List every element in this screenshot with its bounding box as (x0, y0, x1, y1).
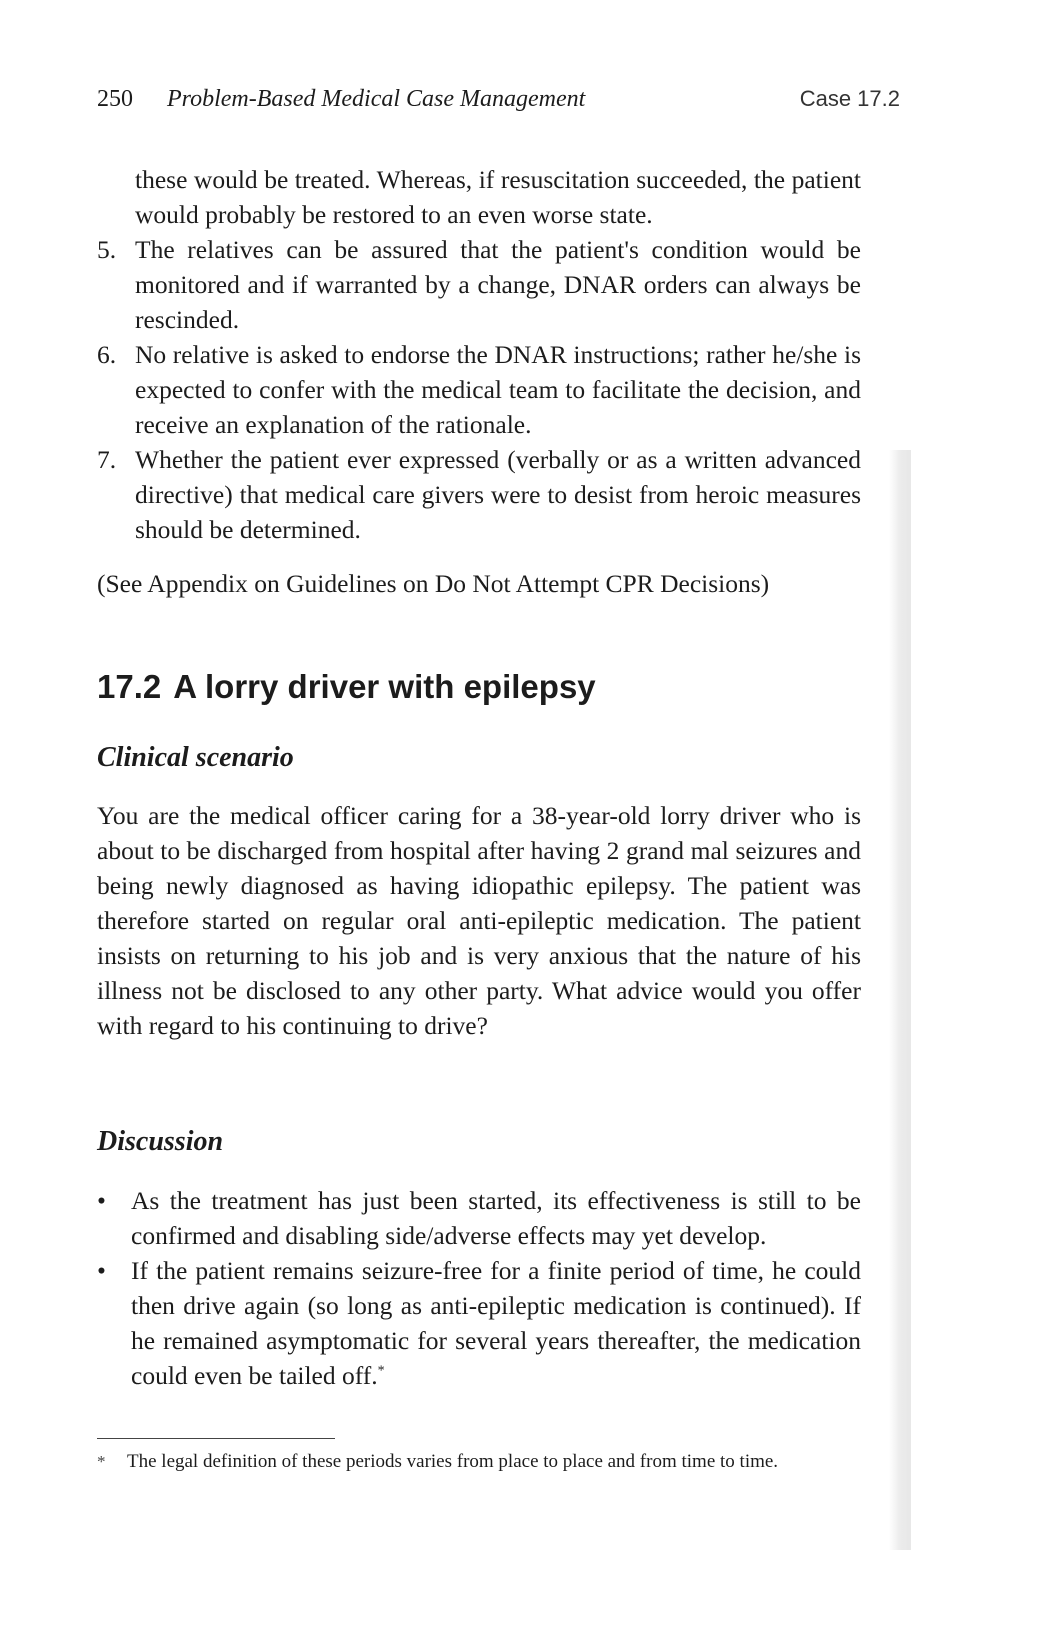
item-number: 5. (97, 235, 117, 264)
section-heading (97, 668, 596, 706)
running-head (97, 86, 900, 120)
bullet-icon: • (97, 1256, 106, 1285)
bullet-text: As the treatment has just been started, its effectiveness is still to be confirmed and disabling side/adverse effects may yet develop. (131, 1186, 861, 1250)
bullet-item (97, 1253, 861, 1393)
appendix-note: (See Appendix on Guidelines on Do Not Attempt CPR Decisions) (97, 569, 770, 598)
list-item (97, 337, 861, 442)
list-item (97, 232, 861, 337)
bullet-icon: • (97, 1186, 106, 1215)
footnote-divider (97, 1438, 335, 1439)
list-item (97, 442, 861, 547)
footnote (97, 1450, 861, 1474)
item-text: No relative is asked to endorse the DNAR instructions; rather he/she is expected to confer with the medical team to facilitate the decision, and receive an explanation of the rationale. (135, 340, 861, 439)
item-text: Whether the patient ever expressed (verbally or as a written advanced directive) that medical care givers were to desist from heroic measures should be determined. (135, 445, 861, 544)
discussion-bullet-list (97, 1183, 861, 1393)
scenario-paragraph: You are the medical officer caring for a 38-year-old lorry driver who is about to be discharged from hospital after having 2 grand mal seizures and being newly diagnosed as having idiopathic epilepsy. The patient was therefore started on regular oral anti-epileptic medication. The patient insists on returning to his job and is very anxious that the nature of his illness not be disclosed to any other party. What advice would you offer with regard to his continuing to drive? (97, 801, 861, 1040)
book-title: Problem-Based Medical Case Management (167, 86, 586, 112)
bullet-text: If the patient remains seizure-free for a finite period of time, he could then drive again (so long as anti-epileptic medication is continued). If he remained asymptomatic for several years thereafter, the medication could even be tailed off. (131, 1256, 861, 1390)
bullet-item (97, 1183, 861, 1253)
section-number: 17.2 (97, 668, 162, 705)
discussion-heading: Discussion (97, 1126, 224, 1157)
numbered-list (97, 232, 861, 547)
item-number: 7. (97, 445, 117, 474)
case-label: Case 17.2 (799, 86, 900, 111)
footnote-marker: * (97, 1452, 106, 1471)
continuation-paragraph: these would be treated. Whereas, if resuscitation succeeded, the patient would probably be restored to an even worse state. (135, 165, 861, 229)
section-title: A lorry driver with epilepsy (173, 668, 596, 705)
scan-gutter-shadow (889, 450, 911, 1550)
clinical-scenario-heading: Clinical scenario (97, 742, 294, 773)
item-number: 6. (97, 340, 117, 369)
page-number: 250 (97, 86, 133, 112)
item-text: The relatives can be assured that the patient's condition would be monitored and if warranted by a change, DNAR orders can always be rescinded. (135, 235, 861, 334)
footnote-reference[interactable]: * (377, 1363, 385, 1379)
footnote-text: The legal definition of these periods varies from place to place and from time to time. (127, 1451, 779, 1472)
